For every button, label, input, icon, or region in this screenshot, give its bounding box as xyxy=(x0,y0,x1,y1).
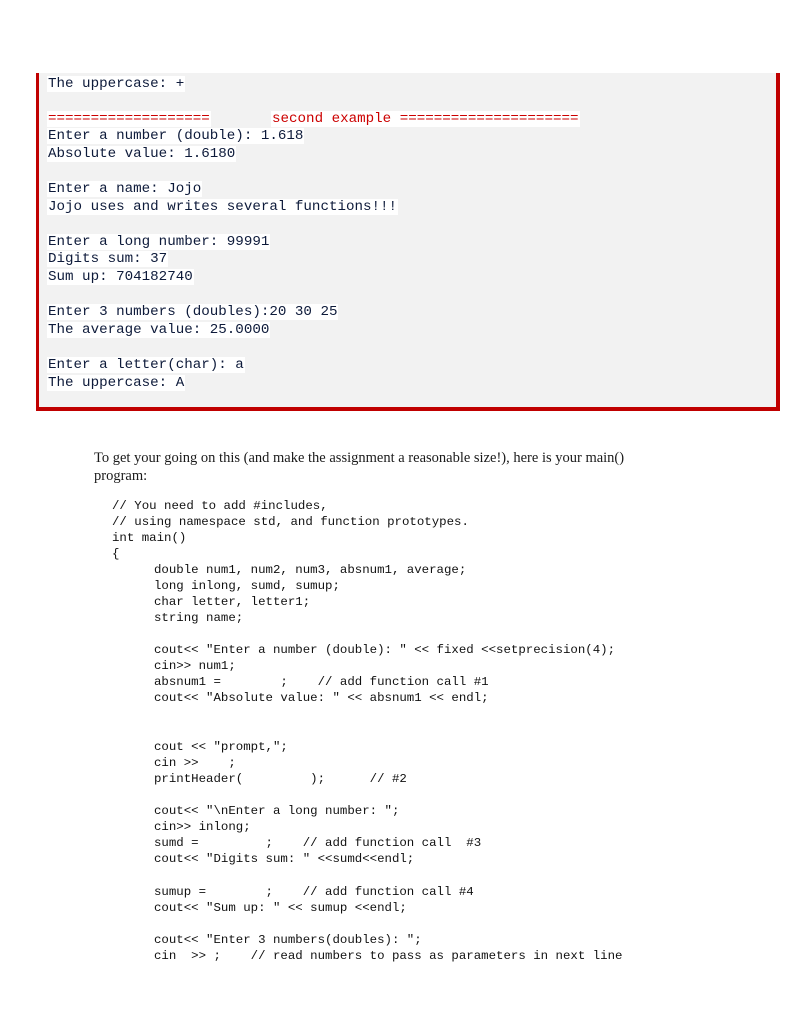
console-separator-right: second example ===================== xyxy=(272,111,579,127)
console-line: Sum up: 704182740 xyxy=(48,269,193,285)
code-line: sumd = ; // add function call #3 xyxy=(154,836,482,850)
code-line: cout << "prompt,"; xyxy=(154,740,288,754)
code-line: cout<< "Enter 3 numbers(doubles): "; xyxy=(154,933,422,947)
console-separator-left: =================== xyxy=(48,111,210,127)
console-line: The average value: 25.0000 xyxy=(48,322,270,338)
code-line: absnum1 = ; // add function call #1 xyxy=(154,675,489,689)
code-line: cout<< "Digits sum: " <<sumd<<endl; xyxy=(154,852,415,866)
code-line: char letter, letter1; xyxy=(154,595,311,609)
code-line: string name; xyxy=(154,611,244,625)
console-line: Jojo uses and writes several functions!!! xyxy=(48,199,398,215)
code-line: cin >> ; // read numbers to pass as parameters in next line xyxy=(154,949,623,963)
intro-text-line-2: program: xyxy=(94,468,148,484)
code-line: cout<< "Absolute value: " << absnum1 << endl; xyxy=(154,691,489,705)
code-line: printHeader( ); // #2 xyxy=(154,772,407,786)
console-line: Enter a long number: 99991 xyxy=(48,234,270,250)
code-line: sumup = ; // add function call #4 xyxy=(154,885,474,899)
code-line: cin >> ; xyxy=(154,756,236,770)
console-line: Enter a letter(char): a xyxy=(48,357,244,373)
code-line: cin>> num1; xyxy=(154,659,236,673)
code-line: cout<< "Enter a number (double): " << fixed <<setprecision(4); xyxy=(154,643,616,657)
code-line: int main() xyxy=(112,531,187,545)
console-line: Absolute value: 1.6180 xyxy=(48,146,236,162)
console-output-box xyxy=(36,73,780,411)
code-line: cout<< "Sum up: " << sumup <<endl; xyxy=(154,901,407,915)
console-line: Digits sum: 37 xyxy=(48,251,168,267)
intro-text-line-1: To get your going on this (and make the assignment a reasonable size!), here is your main() xyxy=(94,450,625,466)
console-line: The uppercase: A xyxy=(48,375,185,391)
code-line: cout<< "\nEnter a long number: "; xyxy=(154,804,400,818)
code-line: cin>> inlong; xyxy=(154,820,251,834)
console-line: Enter 3 numbers (doubles):20 30 25 xyxy=(48,304,338,320)
console-line: Enter a name: Jojo xyxy=(48,181,202,197)
code-line: double num1, num2, num3, absnum1, average; xyxy=(154,563,467,577)
code-comment: // using namespace std, and function prototypes. xyxy=(112,515,469,529)
code-line: { xyxy=(112,547,120,561)
console-line: Enter a number (double): 1.618 xyxy=(48,128,304,144)
code-line: long inlong, sumd, sumup; xyxy=(154,579,340,593)
code-comment: // You need to add #includes, xyxy=(112,499,328,513)
console-line: The uppercase: + xyxy=(48,76,185,92)
